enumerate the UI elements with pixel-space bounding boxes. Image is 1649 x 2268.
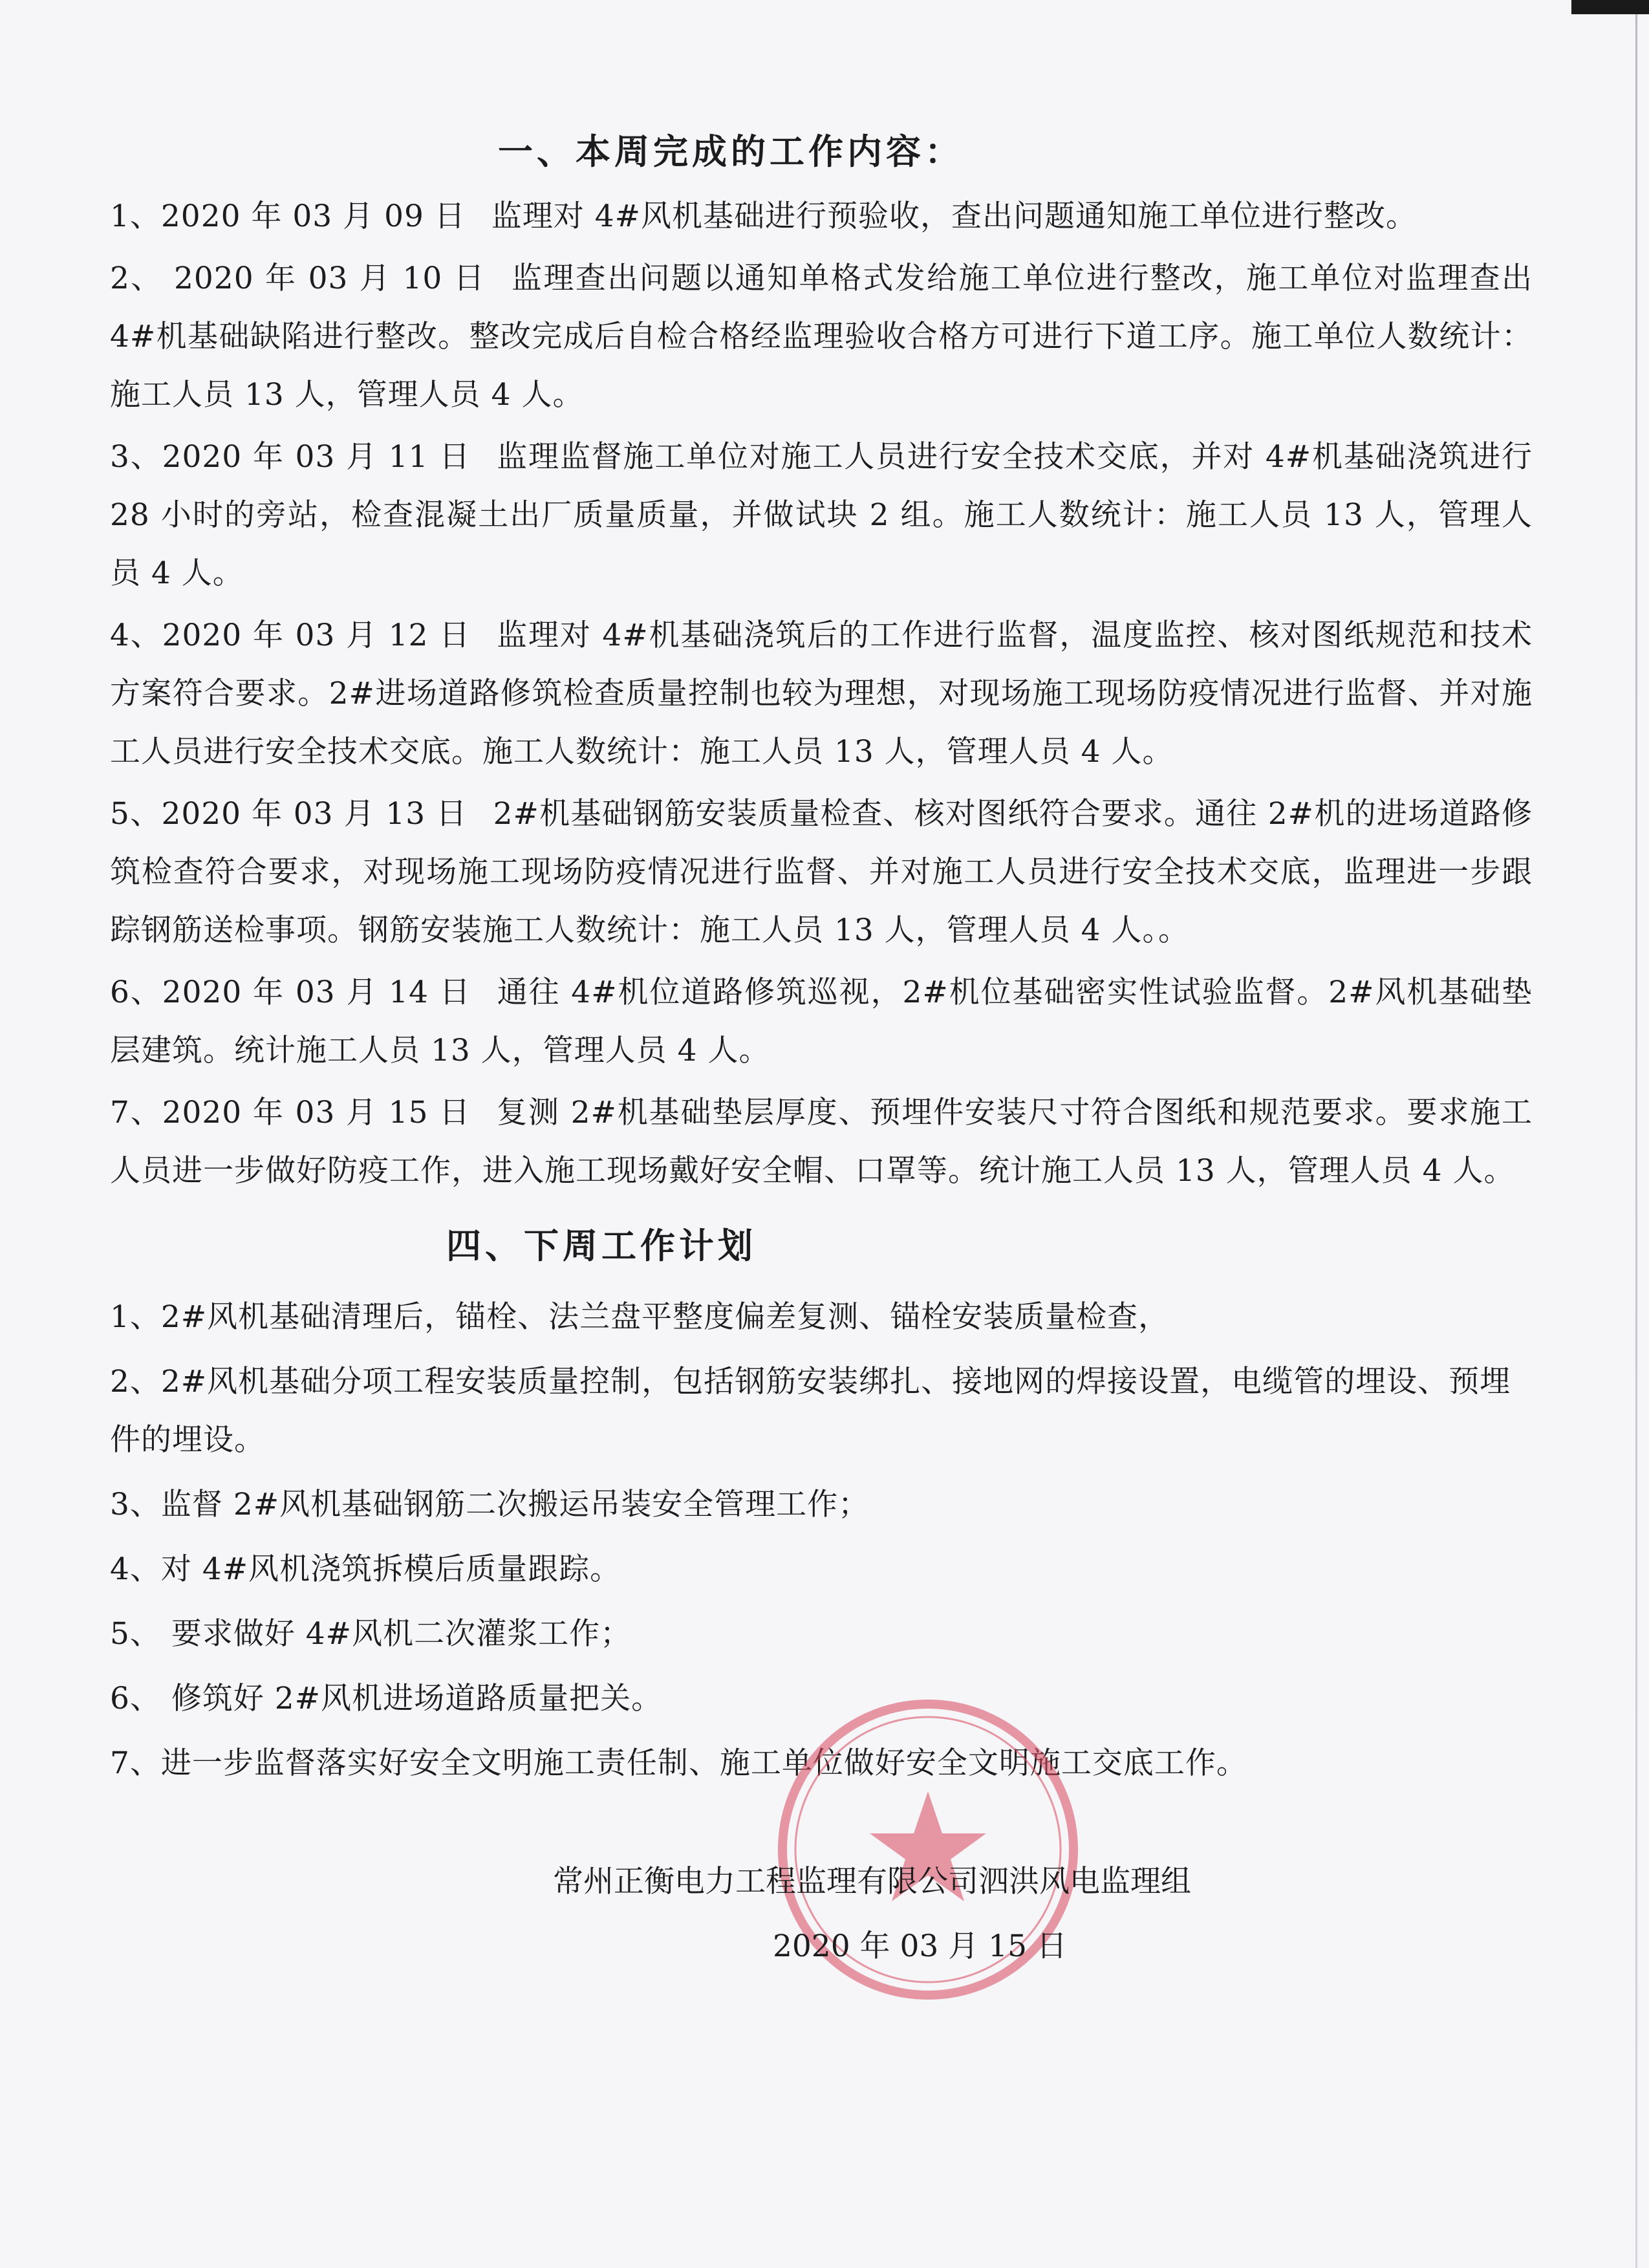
- section-title-completed-work: 一、本周完成的工作内容：: [498, 131, 964, 172]
- work-item-date: 7、2020 年 03 月 15 日: [110, 1095, 471, 1130]
- work-item-text: 监理对 4#机基础浇筑后的工作进行监督，温度监控、核对图纸规范和技术方案符合要求。2#进场道路修筑检查质量控制也较为理想，对现场施工现场防疫情况进行监督、并对施工人员进行安全技术交底。施工人数统计：施工人员 13 人，管理人员 4 人。: [110, 618, 1533, 770]
- work-item-date: 5、2020 年 03 月 13 日: [110, 796, 468, 832]
- work-item-date: 1、2020 年 03 月 09 日: [110, 199, 466, 234]
- work-item-date: 3、2020 年 03 月 11 日: [110, 439, 471, 475]
- document-body: [110, 116, 1533, 1799]
- work-item: [110, 250, 1533, 424]
- work-item-text: 通往 4#机位道路修筑巡视，2#机位基础密实性试验监督。2#风机基础垫层建筑。统计施工人员 13 人，管理人员 4 人。: [110, 975, 1533, 1068]
- plan-item: 1、2#风机基础清理后，锚栓、法兰盘平整度偏差复测、锚栓安装质量检查，: [110, 1299, 1170, 1335]
- plan-item: 3、监督 2#风机基础钢筋二次搬运吊装安全管理工作；: [110, 1487, 870, 1522]
- scan-corner-mark: [1571, 0, 1649, 14]
- work-item: [110, 428, 1533, 603]
- scan-edge: [1635, 0, 1637, 2268]
- work-item-date: 2、 2020 年 03 月 10 日: [110, 261, 486, 296]
- completed-work-list: [110, 188, 1533, 1200]
- work-item: [110, 785, 1533, 960]
- work-item-text: 监理查出问题以通知单格式发给施工单位进行整改，施工单位对监理查出 4#机基础缺陷进行整改。整改完成后自检合格经监理验收合格方可进行下道工序。施工单位人数统计：施工人员 13 人，管理人员 4 人。: [110, 261, 1533, 413]
- signature-date: 2020 年 03 月 15 日: [773, 1928, 1067, 1964]
- work-item: [110, 607, 1533, 781]
- plan-item: 2、2#风机基础分项工程安装质量控制，包括钢筋安装绑扎、接地网的焊接设置，电缆管的埋设、预埋件的埋设。: [110, 1364, 1511, 1458]
- work-item-date: 4、2020 年 03 月 12 日: [110, 618, 471, 653]
- plan-item: 7、进一步监督落实好安全文明施工责任制、施工单位做好安全文明施工交底工作。: [110, 1745, 1247, 1781]
- work-item-text: 2#机基础钢筋安装质量检查、核对图纸符合要求。通往 2#机的进场道路修筑检查符合要求，对现场施工现场防疫情况进行监督、并对施工人员进行安全技术交底，监理进一步跟踪钢筋送检事项。钢筋安装施工人数统计：施工人员 13 人，管理人员 4 人。。: [110, 796, 1533, 948]
- work-item: [110, 1084, 1533, 1200]
- plan-item: 5、 要求做好 4#风机二次灌浆工作；: [110, 1616, 632, 1652]
- work-item-text: 监理监督施工单位对施工人员进行安全技术交底，并对 4#机基础浇筑进行 28 小时的旁站，检查混凝土出厂质量质量，并做试块 2 组。施工人数统计：施工人员 13 人，管理人员 4 人。: [110, 439, 1533, 591]
- plan-item: 4、对 4#风机浇筑拆模后质量跟踪。: [110, 1551, 621, 1587]
- work-item: [110, 188, 1533, 246]
- section-title-next-week-plan: 四、下周工作计划: [446, 1226, 757, 1266]
- plan-item: 6、 修筑好 2#风机进场道路质量把关。: [110, 1681, 663, 1716]
- work-item: [110, 964, 1533, 1080]
- signature-organization: 常州正衡电力工程监理有限公司泗洪风电监理组: [553, 1864, 1191, 1899]
- signature-block: [553, 1850, 1329, 1979]
- work-item-date: 6、2020 年 03 月 14 日: [110, 975, 471, 1010]
- work-item-text: 监理对 4#风机基础进行预验收，查出问题通知施工单位进行整改。: [491, 199, 1417, 234]
- work-item-text: 复测 2#机基础垫层厚度、预埋件安装尺寸符合图纸和规范要求。要求施工人员进一步做好防疫工作，进入施工现场戴好安全帽、口罩等。统计施工人员 13 人，管理人员 4 人。: [110, 1095, 1533, 1189]
